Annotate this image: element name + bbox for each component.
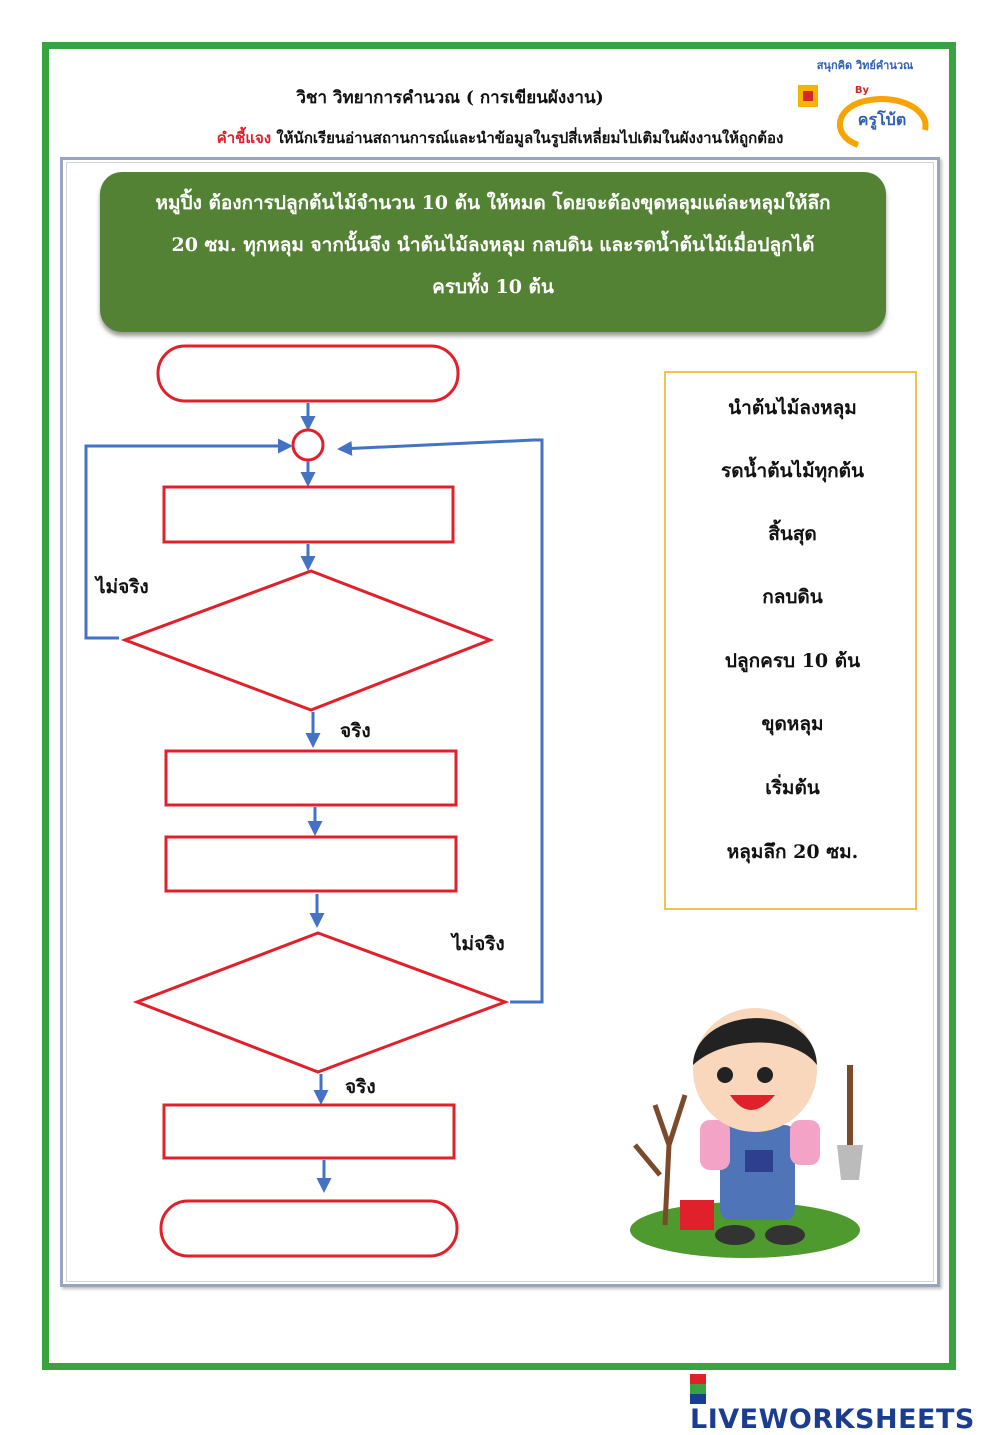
label-true-2: จริง bbox=[345, 1076, 376, 1098]
logo-name: ครูโบ้ต bbox=[857, 110, 907, 129]
scenario-line-3: ครบทั้ง 10 ต้น bbox=[432, 276, 554, 298]
gardener-boy-illustration bbox=[625, 995, 875, 1265]
instruction-label: คำชี้แจง bbox=[216, 129, 272, 147]
label-true-1: จริง bbox=[340, 720, 371, 742]
answer-choice[interactable]: นำต้นไม้ลงหลุม bbox=[728, 397, 857, 419]
brand-text: LIVEWORKSHEETS bbox=[690, 1403, 975, 1435]
answer-choice[interactable]: รดน้ำต้นไม้ทุกต้น bbox=[721, 460, 864, 482]
bucket-icon bbox=[680, 1200, 714, 1230]
start-terminal[interactable] bbox=[158, 346, 458, 401]
answer-choice[interactable]: กลบดิน bbox=[762, 586, 823, 608]
answer-choice[interactable]: สิ้นสุด bbox=[768, 523, 817, 545]
decision-diamond-2[interactable] bbox=[137, 933, 505, 1072]
process-box-4[interactable] bbox=[164, 1105, 454, 1158]
decision-diamond-1[interactable] bbox=[125, 571, 490, 710]
answer-choice[interactable]: หลุมลึก 20 ซม. bbox=[726, 841, 859, 863]
instruction-text: ให้นักเรียนอ่านสถานการณ์และนำข้อมูลในรูปสี่เหลี่ยมไปเติมในผังงานให้ถูกต้อง bbox=[271, 129, 784, 147]
liveworksheets-logo-icon bbox=[690, 1374, 706, 1404]
subject-title: วิชา วิทยาการคำนวณ ( การเขียนผังงาน) bbox=[296, 88, 604, 108]
answer-choice[interactable]: ขุดหลุม bbox=[761, 713, 824, 735]
end-terminal[interactable] bbox=[161, 1201, 457, 1256]
liveworksheets-brand bbox=[690, 1372, 990, 1435]
scenario-line-2: 20 ซม. ทุกหลุม จากนั้นจึง นำต้นไม้ลงหลุม กลบดิน และรดน้ำต้นไม้เมื่อปลูกได้ bbox=[171, 234, 815, 256]
scenario-line-1: หมูปิ้ง ต้องการปลูกต้นไม้จำนวน 10 ต้น ให้หมด โดยจะต้องขุดหลุมแต่ละหลุมให้ลึก bbox=[155, 192, 831, 214]
process-box-2[interactable] bbox=[166, 751, 456, 805]
shovel-icon bbox=[847, 1065, 853, 1155]
label-false-1: ไม่จริง bbox=[96, 576, 149, 598]
answer-choice[interactable]: เริ่มต้น bbox=[765, 777, 820, 799]
connector-circle bbox=[293, 430, 323, 460]
process-box-3[interactable] bbox=[166, 837, 456, 891]
sapling-icon bbox=[635, 1095, 685, 1225]
answer-choices-box bbox=[664, 371, 917, 910]
logo-title: สนุกคิด วิทย์คำนวณ bbox=[816, 59, 914, 72]
process-box-1[interactable] bbox=[164, 487, 453, 542]
overalls bbox=[720, 1125, 795, 1220]
answer-choice[interactable]: ปลูกครบ 10 ต้น bbox=[724, 650, 861, 672]
label-false-2: ไม่จริง bbox=[452, 933, 505, 955]
logo-by: By bbox=[854, 85, 870, 96]
